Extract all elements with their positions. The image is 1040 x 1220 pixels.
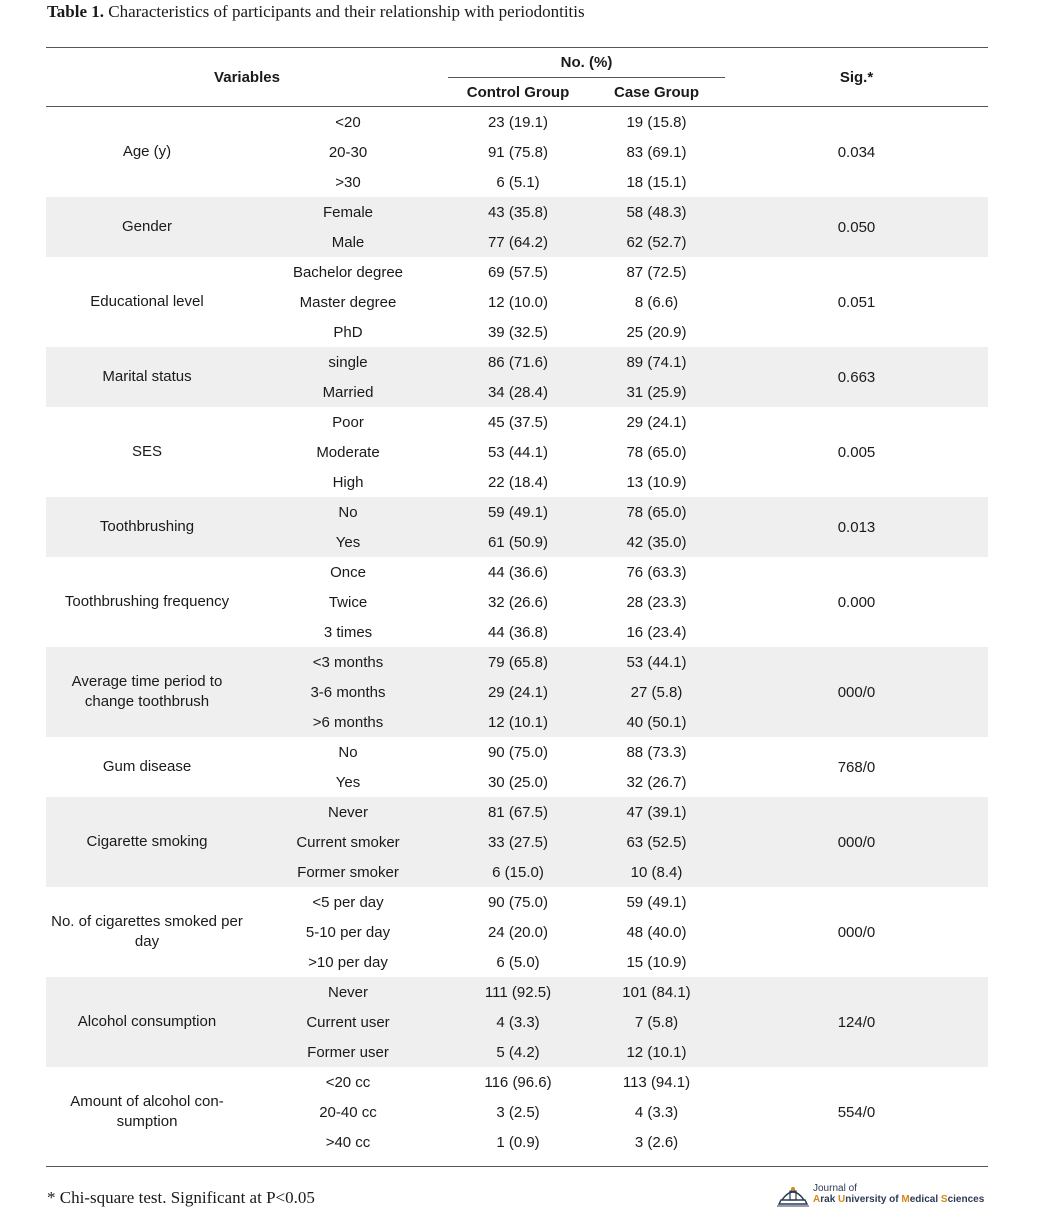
significance-value: 0.050	[837, 218, 876, 236]
case-value-cell: 12 (10.1)	[626, 1043, 687, 1061]
journal-letter-m: M	[901, 1194, 910, 1205]
table-footnote: * Chi-square test. Significant at P<0.05	[47, 1188, 315, 1207]
case-value-cell: 18 (15.1)	[626, 173, 687, 191]
significance-value: 000/0	[837, 683, 876, 701]
case-value-cell: 31 (25.9)	[626, 383, 687, 401]
variable-name: Average time period to change toothbrush	[71, 673, 223, 710]
table-group	[46, 257, 988, 347]
case-value-cell: 53 (44.1)	[626, 653, 687, 671]
case-value-cell: 25 (20.9)	[626, 323, 687, 341]
category-cell: Once	[330, 563, 366, 581]
header-case-group: Case Group	[613, 84, 700, 101]
case-value-cell: 29 (24.1)	[626, 413, 687, 431]
table-top-rule	[46, 47, 988, 48]
control-value-cell: 1 (0.9)	[496, 1133, 540, 1151]
category-cell: >6 months	[312, 713, 384, 731]
control-value-cell: 34 (28.4)	[487, 383, 549, 401]
category-cell: <20 cc	[325, 1073, 371, 1091]
journal-letter-s: S	[940, 1194, 948, 1205]
significance-value: 0.663	[837, 368, 876, 386]
table-bottom-rule	[46, 1166, 988, 1167]
control-value-cell: 77 (64.2)	[487, 233, 549, 251]
control-value-cell: 32 (26.6)	[487, 593, 549, 611]
category-cell: High	[332, 473, 364, 491]
table-group	[46, 497, 988, 557]
case-value-cell: 19 (15.8)	[626, 113, 687, 131]
variable-name: Age (y)	[122, 143, 172, 160]
variable-name: No. of cigarettes smoked per day	[51, 913, 243, 950]
significance-value: 0.013	[837, 518, 876, 536]
header-no-percent: No. (%)	[560, 54, 613, 71]
category-cell: Never	[327, 983, 368, 1001]
case-value-cell: 28 (23.3)	[626, 593, 687, 611]
category-cell: Former smoker	[297, 863, 399, 881]
case-value-cell: 3 (2.6)	[634, 1133, 679, 1151]
table-caption-label: Table 1.	[47, 2, 105, 21]
case-value-cell: 101 (84.1)	[622, 983, 691, 1001]
category-cell: 3-6 months	[310, 683, 386, 701]
category-cell: No	[338, 743, 358, 761]
category-cell: Female	[322, 203, 374, 221]
journal-emblem-icon	[775, 1180, 811, 1208]
table-group	[46, 737, 988, 797]
table-group	[46, 887, 988, 977]
case-value-cell: 40 (50.1)	[626, 713, 687, 731]
significance-value: 000/0	[837, 923, 876, 941]
category-cell: 5-10 per day	[305, 923, 391, 941]
control-value-cell: 6 (5.0)	[496, 953, 540, 971]
table-group	[46, 197, 988, 257]
category-cell: Current user	[306, 1013, 390, 1031]
variable-name: Toothbrushing frequency	[64, 593, 230, 610]
category-cell: Former user	[307, 1043, 389, 1061]
case-value-cell: 78 (65.0)	[626, 443, 687, 461]
control-value-cell: 22 (18.4)	[487, 473, 549, 491]
characteristics-table	[46, 47, 988, 1167]
category-cell: Never	[327, 803, 368, 821]
control-value-cell: 90 (75.0)	[487, 743, 549, 761]
variable-name: Gum disease	[102, 758, 192, 775]
control-value-cell: 23 (19.1)	[487, 113, 549, 131]
case-value-cell: 10 (8.4)	[630, 863, 683, 881]
table-group	[46, 647, 988, 737]
case-value-cell: 62 (52.7)	[626, 233, 687, 251]
control-value-cell: 29 (24.1)	[487, 683, 549, 701]
variable-name: Gender	[121, 218, 173, 235]
case-value-cell: 88 (73.3)	[626, 743, 687, 761]
control-value-cell: 6 (5.1)	[496, 173, 540, 191]
control-value-cell: 69 (57.5)	[487, 263, 549, 281]
significance-value: 0.005	[837, 443, 876, 461]
case-value-cell: 16 (23.4)	[626, 623, 687, 641]
table-caption-text: Characteristics of participants and their relationship with periodontitis	[104, 2, 585, 21]
journal-logo	[775, 1178, 995, 1210]
case-value-cell: 76 (63.3)	[626, 563, 687, 581]
control-value-cell: 86 (71.6)	[487, 353, 549, 371]
table-caption	[47, 2, 585, 22]
category-cell: Male	[331, 233, 365, 251]
case-value-cell: 32 (26.7)	[626, 773, 687, 791]
category-cell: >40 cc	[325, 1133, 371, 1151]
control-value-cell: 90 (75.0)	[487, 893, 549, 911]
case-value-cell: 27 (5.8)	[630, 683, 683, 701]
significance-value: 0.034	[837, 143, 876, 161]
control-value-cell: 12 (10.1)	[487, 713, 549, 731]
case-value-cell: 42 (35.0)	[626, 533, 687, 551]
category-cell: Current smoker	[296, 833, 400, 851]
variable-name: Toothbrushing	[99, 518, 195, 535]
case-value-cell: 15 (10.9)	[626, 953, 687, 971]
journal-name-line2	[813, 1194, 984, 1205]
header-sub-rule	[448, 77, 725, 78]
variable-name: Educational level	[90, 293, 204, 310]
case-value-cell: 48 (40.0)	[626, 923, 687, 941]
case-value-cell: 89 (74.1)	[626, 353, 687, 371]
control-value-cell: 44 (36.8)	[487, 623, 549, 641]
category-cell: Twice	[328, 593, 368, 611]
journal-word-medical: edical	[909, 1194, 941, 1205]
category-cell: Yes	[335, 533, 361, 551]
control-value-cell: 111 (92.5)	[484, 983, 552, 1001]
category-cell: >30	[335, 173, 361, 191]
category-cell: single	[328, 353, 368, 371]
category-cell: >10 per day	[308, 953, 388, 971]
category-cell: Moderate	[316, 443, 380, 461]
journal-letter-a: A	[813, 1194, 821, 1205]
case-value-cell: 59 (49.1)	[626, 893, 687, 911]
control-value-cell: 39 (32.5)	[487, 323, 549, 341]
significance-value: 768/0	[837, 758, 876, 776]
control-value-cell: 81 (67.5)	[487, 803, 549, 821]
category-cell: <5 per day	[312, 893, 384, 911]
control-value-cell: 79 (65.8)	[487, 653, 549, 671]
category-cell: PhD	[333, 323, 363, 341]
variable-name: Cigarette smoking	[86, 833, 208, 850]
control-value-cell: 91 (75.8)	[487, 143, 549, 161]
control-value-cell: 12 (10.0)	[487, 293, 549, 311]
case-value-cell: 87 (72.5)	[626, 263, 687, 281]
table-group	[46, 797, 988, 887]
control-value-cell: 24 (20.0)	[487, 923, 549, 941]
table-group	[46, 107, 988, 197]
significance-value: 554/0	[837, 1103, 876, 1121]
case-value-cell: 47 (39.1)	[626, 803, 687, 821]
table-group	[46, 347, 988, 407]
control-value-cell: 4 (3.3)	[496, 1013, 540, 1031]
case-value-cell: 8 (6.6)	[634, 293, 679, 311]
case-value-cell: 63 (52.5)	[626, 833, 687, 851]
case-value-cell: 78 (65.0)	[626, 503, 687, 521]
variable-name: Alcohol consumption	[77, 1013, 217, 1030]
journal-word-rak: rak	[820, 1194, 839, 1205]
header-control-group: Control Group	[466, 84, 570, 101]
category-cell: 3 times	[323, 623, 373, 641]
variable-name: Amount of alcohol con-sumption	[70, 1093, 224, 1130]
case-value-cell: 13 (10.9)	[626, 473, 687, 491]
table-group	[46, 557, 988, 647]
category-cell: Yes	[335, 773, 361, 791]
journal-word-sciences: ciences	[947, 1194, 985, 1205]
case-value-cell: 7 (5.8)	[634, 1013, 679, 1031]
category-cell: No	[338, 503, 358, 521]
category-cell: Bachelor degree	[292, 263, 404, 281]
control-value-cell: 53 (44.1)	[487, 443, 549, 461]
journal-letter-u: U	[838, 1194, 846, 1205]
control-value-cell: 61 (50.9)	[487, 533, 549, 551]
table-group	[46, 1067, 988, 1157]
case-value-cell: 83 (69.1)	[626, 143, 687, 161]
control-value-cell: 3 (2.5)	[496, 1103, 540, 1121]
table-group	[46, 407, 988, 497]
control-value-cell: 5 (4.2)	[496, 1043, 540, 1061]
case-value-cell: 58 (48.3)	[626, 203, 687, 221]
significance-value: 0.000	[837, 593, 876, 611]
category-cell: Master degree	[299, 293, 397, 311]
header-variables: Variables	[214, 69, 280, 86]
case-value-cell: 4 (3.3)	[634, 1103, 679, 1121]
table-group	[46, 977, 988, 1067]
significance-value: 0.051	[837, 293, 876, 311]
control-value-cell: 43 (35.8)	[487, 203, 549, 221]
header-significance: Sig.*	[839, 69, 874, 86]
control-value-cell: 30 (25.0)	[487, 773, 549, 791]
category-cell: 20-40 cc	[319, 1103, 377, 1121]
category-cell: 20-30	[328, 143, 368, 161]
journal-word-university: niversity of	[845, 1194, 902, 1205]
journal-name-line1: Journal of	[813, 1183, 857, 1194]
control-value-cell: 44 (36.6)	[487, 563, 549, 581]
variable-name: Marital status	[102, 368, 192, 385]
control-value-cell: 33 (27.5)	[487, 833, 549, 851]
category-cell: <3 months	[312, 653, 384, 671]
variable-name: SES	[131, 443, 162, 460]
control-value-cell: 59 (49.1)	[487, 503, 549, 521]
significance-value: 124/0	[837, 1013, 876, 1031]
category-cell: <20	[335, 113, 361, 131]
journal-name	[813, 1183, 984, 1205]
significance-value: 000/0	[837, 833, 876, 851]
category-cell: Poor	[332, 413, 364, 431]
category-cell: Married	[322, 383, 374, 401]
control-value-cell: 45 (37.5)	[487, 413, 549, 431]
case-value-cell: 113 (94.1)	[622, 1073, 691, 1091]
control-value-cell: 116 (96.6)	[484, 1073, 552, 1091]
control-value-cell: 6 (15.0)	[492, 863, 544, 881]
